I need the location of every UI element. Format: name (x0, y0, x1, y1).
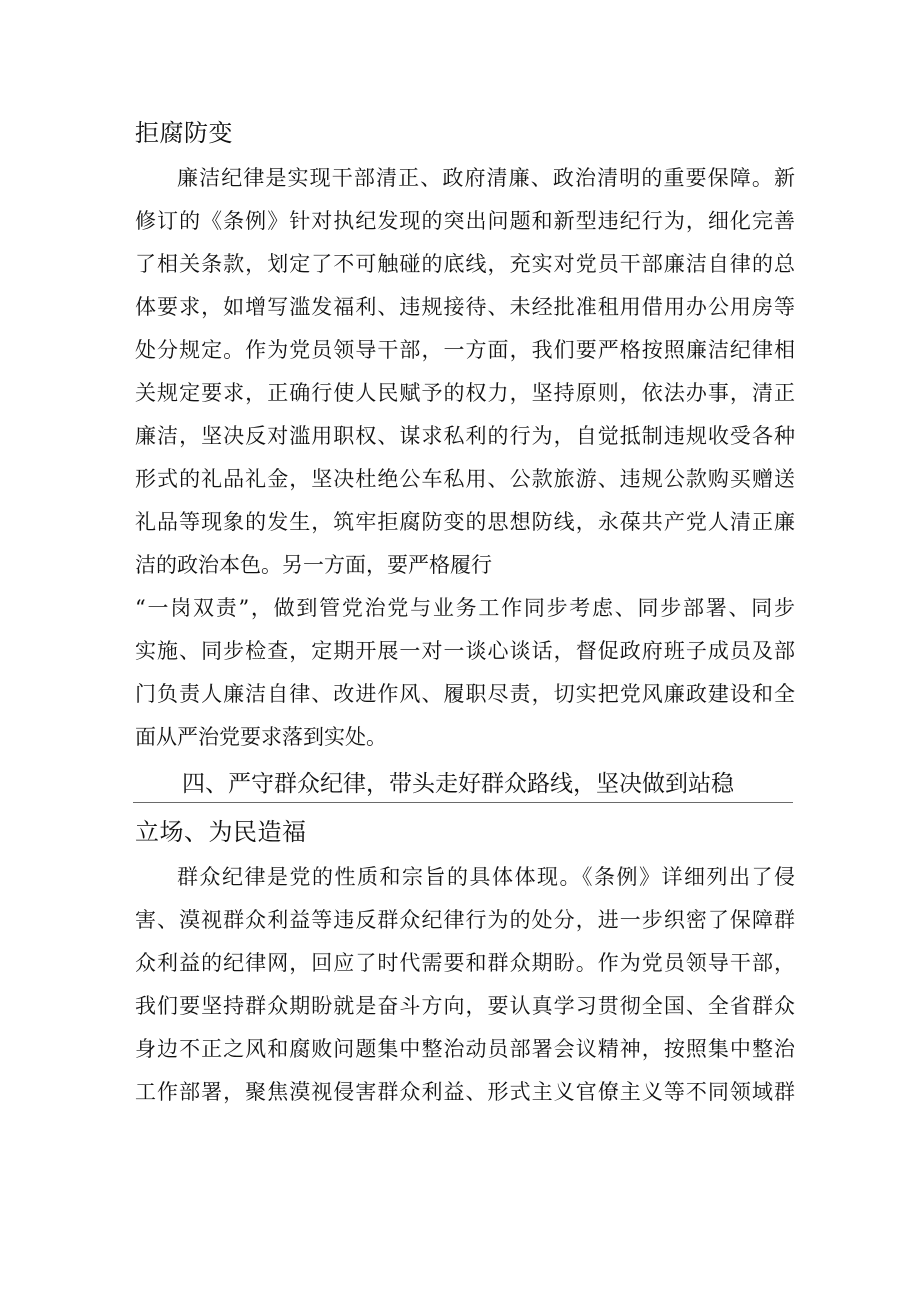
section-heading-continuation: 拒腐防变 (135, 119, 233, 147)
paragraph-line: 了相关条款，划定了不可触碰的底线，充实对党员干部廉洁自律的总 (135, 252, 795, 276)
paragraph-line: 害、漠视群众利益等违反群众纪律行为的处分，进一步织密了保障群 (135, 908, 795, 932)
section-title: 四、严守群众纪律，带头走好群众路线，坚决做到站稳 (182, 771, 734, 797)
paragraph-line: 廉洁，坚决反对滥用职权、谋求私利的行为，自觉抵制违规收受各种 (135, 424, 795, 448)
paragraph-line: 礼品等现象的发生，筑牢拒腐防变的思想防线，永葆共产党人清正廉 (135, 510, 795, 534)
paragraph-line: 洁的政治本色。另一方面，要严格履行 (135, 553, 492, 577)
section-title-continuation: 立场、为民造福 (135, 818, 307, 846)
paragraph-line: 面从严治党要求落到实处。 (135, 725, 387, 749)
paragraph-line: 形式的礼品礼金，坚决杜绝公车私用、公款旅游、违规公款购买赠送 (135, 467, 795, 491)
divider-line (133, 802, 793, 803)
paragraph-line: 体要求，如增写滥发福利、违规接待、未经批准租用借用办公用房等 (135, 295, 795, 319)
paragraph-line: 处分规定。作为党员领导干部，一方面，我们要严格按照廉洁纪律相 (135, 338, 795, 362)
paragraph-line: 廉洁纪律是实现干部清正、政府清廉、政治清明的重要保障。新 (177, 166, 795, 190)
paragraph-line: 修订的《条例》针对执纪发现的突出问题和新型违纪行为，细化完善 (135, 209, 795, 233)
paragraph-line: 关规定要求，正确行使人民赋予的权力，坚持原则，依法办事，清正 (135, 381, 795, 405)
paragraph-line: “一岗双责”，做到管党治党与业务工作同步考虑、同步部署、同步 (135, 596, 795, 620)
paragraph-line: 众利益的纪律网，回应了时代需要和群众期盼。作为党员领导干部， (135, 951, 795, 975)
paragraph-line: 身边不正之风和腐败问题集中整治动员部署会议精神，按照集中整治 (135, 1037, 795, 1061)
paragraph-line: 实施、同步检查，定期开展一对一谈心谈话，督促政府班子成员及部 (135, 639, 795, 663)
paragraph-line: 工作部署，聚焦漠视侵害群众利益、形式主义官僚主义等不同领域群 (135, 1080, 795, 1104)
paragraph-line: 门负责人廉洁自律、改进作风、履职尽责，切实把党风廉政建设和全 (135, 682, 795, 706)
paragraph-line: 群众纪律是党的性质和宗旨的具体体现。《条例》详细列出了侵 (177, 865, 795, 889)
paragraph-line: 我们要坚持群众期盼就是奋斗方向，要认真学习贯彻全国、全省群众 (135, 994, 795, 1018)
